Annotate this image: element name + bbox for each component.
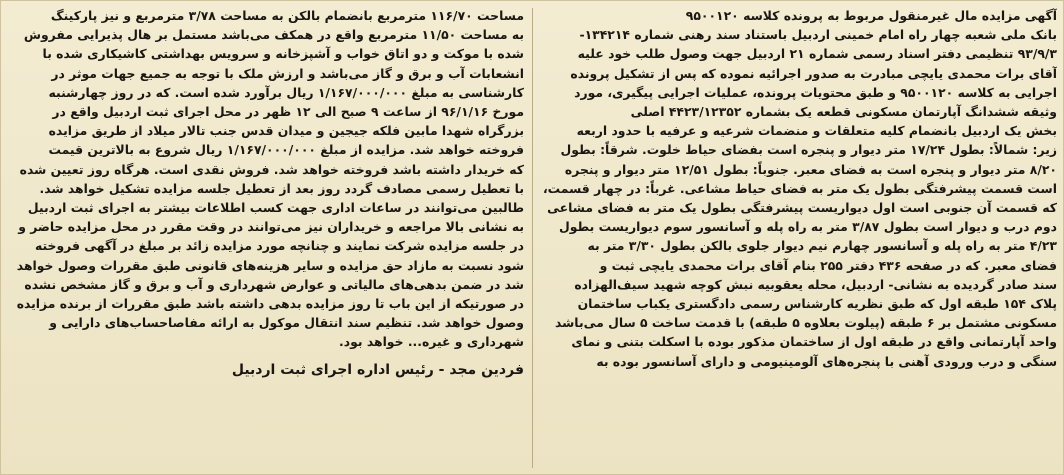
notice-line: در جلسه مزایده شرکت نمایند و چنانچه مورد مزایده زائد بر مبلغ در آگهی فروخته [34,238,524,254]
notice-right-column [541,6,1057,472]
notice-line: فضای معبر. که در صفحه ۴۳۶ دفتر ۲۵۵ بنام آقای برات محمدی یایچی ثبت و [599,257,1057,273]
notice-line: سند صادر گردیده به نشانی- اردبیل، محله یعقوبیه نبش کوچه شهید سیف‌الهزاده [574,276,1057,292]
notice-line: است قسمت پیشرفتگی بطول یک متر به فضای حیاط مشاعی. غرباً: در چهار قسمت، [542,180,1057,196]
notice-line: مورخ ۹۶/۱/۱۶ از ساعت ۹ صبح الی ۱۲ ظهر در محل اجرای ثبت اردبیل واقع در [52,104,524,120]
notice-line: وصول خواهد شد. تنظیم سند انتقال موکول به ارائه مفاصاحساب‌های دارایی و [49,315,524,331]
notice-line: به نشانی بالا مراجعه و خریداران نیز می‌توانند در وقت مقرر در محل مزایده حاضر و [18,219,524,235]
signature-separator: - [433,361,450,378]
notice-line: دوم درب و دیوار است بطول ۳/۸۷ متر به راه پله و آسانسور سوم دیواریست بطول [559,219,1057,235]
notice-line: مساحت ۱۱۶/۷۰ مترمربع بانضمام بالکن به مساحت ۳/۷۸ مترمربع و نیز پارکینگ [50,8,524,23]
notice-line: که قسمت آن جنوبی است اول دیواریست پیشرفتگی بطول یک متر به فضای مشاعی [547,200,1057,216]
notice-line: بانک ملی شعبه چهار راه امام خمینی اردبیل باستناد سند رهنی شماره ۱۳۴۲۱۴- [579,27,1057,43]
notice-line: زیر: شمالاً: بطول ۱۷/۲۴ متر دیوار و پنجره است بفضای حیاط خلوت. شرقاً: بطول [560,142,1057,158]
column-divider [532,8,533,468]
notice-line: انشعابات آب و برق و گاز می‌باشد و ارزش ملک با توجه به جمیع جهات موثر در [51,65,524,81]
signature-block [8,360,524,380]
notice-line: با تعطیل رسمی مصادف گردد روز بعد از تعطیل جلسه مزایده تشکیل خواهد شد. [39,180,524,196]
notice-line: اجرایی به کلاسه ۹۵۰۰۱۲۰ و طبق محتویات پرونده، عملیات اجرایی پیگیری، مورد [574,84,1057,100]
notice-line: ۴/۲۳ متر به راه پله و آسانسور چهارم نیم دیوار جلوی بالکن بطول ۳/۳۰ متر به [587,238,1057,254]
notice-line: فروخته خواهد شد. مزایده از مبلغ ۱/۱۶۷/۰۰۰/۰۰۰ ریال شروع به بالاترین قیمت [48,142,524,158]
notice-line: کارشناسی به مبلغ ۱/۱۶۷/۰۰۰/۰۰۰ ریال برآورد شده است. که در روز چهارشنبه [48,84,524,100]
signatory-name: فردین مجد [449,361,524,378]
notice-line: ۸/۲۰ متر دیوار و پنجره است به فضای معبر. جنوباً: بطول ۱۲/۵۱ متر دیوار و پنجره [564,161,1057,177]
notice-line: شده با موکت و دو اتاق خواب و آشپزخانه و سرویس بهداشتی کاشیکاری شده با [42,46,524,62]
notice-line: آگهی مزایده مال غیرمنقول مربوط به پرونده کلاسه ۹۵۰۰۱۲۰ [685,8,1057,23]
right-column-text [541,6,1057,371]
notice-line: مسکونی مشتمل بر ۶ طبقه (پیلوت بعلاوه ۵ طبقه) با قدمت ساخت ۵ سال می‌باشد [554,315,1057,331]
notice-line: شهرداری و غیره... خواهد بود. [339,334,524,350]
notice-line: که خریدار داشته باشد فروخته خواهد شد. فروش نقدی است. هرگاه روز تعیین شده [19,161,524,177]
notice-line: طالبین می‌توانند در ساعات اداری جهت کسب اطلاعات بیشتر به اجرای ثبت اردبیل [27,200,524,216]
notice-line: وثیقه ششدانگ آپارتمان مسکونی قطعه یک بشماره ۴۴۲۳/۱۲۳۵۲ اصلی [630,104,1057,120]
notice-line: سنگی و درب ورودی آهنی با پنجره‌های آلومینیومی و دارای آسانسور بوده به [596,353,1057,369]
notice-line: شود نسبت به مازاد حق مزایده و سایر هزینه‌های قانونی طبق مقررات وصول خواهد [16,257,524,273]
notice-line: پلاک ۱۵۴ طبقه اول که طبق نظریه کارشناس رسمی دادگستری یکباب ساختمان [577,296,1057,312]
left-column-text [8,6,524,352]
notice-line: به مساحت ۱۱/۵۰ مترمربع واقع در همکف می‌باشد مستمل بر هال پذیرایی مفروش [23,27,524,43]
notice-line: شد در ضمن بدهی‌های مالیاتی و عوارض شهرداری و آب و برق و گاز مشخص نشده [24,276,524,292]
notice-line: واحد آپارتمانی واقع در طبقه اول از ساختمان مذکور بوده با اسکلت بتنی و نمای [571,334,1057,350]
notice-line: بزرگراه شهدا مابین فلکه جیجین و میدان قدس جنب تالار میلاد از طریق مزایده [48,123,524,139]
signatory-title: رئیس اداره اجرای ثبت اردبیل [231,361,434,378]
notice-line: در صورتیکه از این باب تا روز مزایده بدهی داشته باشد طبق مقررات از برنده مزایده [16,296,524,312]
notice-line: آقای برات محمدی یایچی مبادرت به صدور اجرائیه نموده که پس از تشکیل پرونده [570,65,1057,81]
notice-line: بخش یک اردبیل بانضمام کلیه متعلقات و منضمات شرعیه و عرفیه با حدود اربعه [576,123,1057,139]
notice-line: ۹۳/۹/۳ تنظیمی دفتر اسناد رسمی شماره ۲۱ اردبیل جهت وصول طلب خود علیه [577,46,1057,62]
notice-left-column [8,6,524,472]
